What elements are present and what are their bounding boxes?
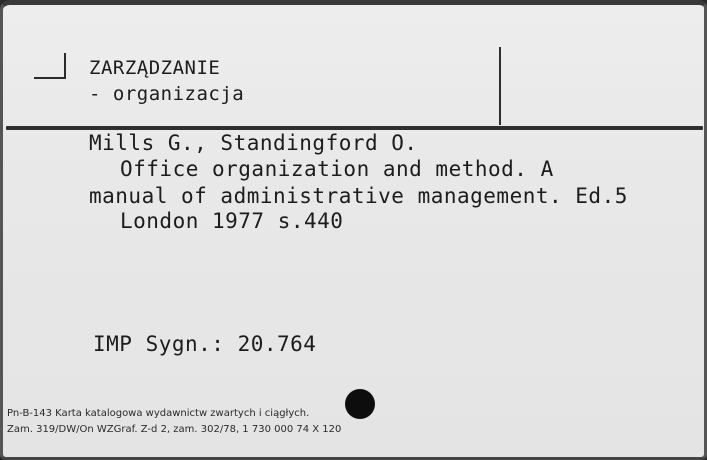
entry-title-line-1: Office organization and method. A <box>120 157 554 181</box>
subject-subheading: - organizacja <box>89 83 245 105</box>
vertical-rule <box>499 47 501 125</box>
entry-title-line-2: manual of administrative management. Ed.5 <box>89 184 628 208</box>
footer-form-line-2: Zam. 319/DW/On WZGraf. Z-d 2, zam. 302/78, 1 730 000 74 X 120 <box>7 424 342 435</box>
punch-hole <box>345 389 375 419</box>
subject-heading: ZARZĄDZANIE <box>89 57 221 79</box>
call-number: IMP Sygn.: 20.764 <box>93 332 317 356</box>
footer-form-line-1: Pn-B-143 Karta katalogowa wydawnictw zwartych i ciągłych. <box>7 408 310 419</box>
corner-bracket-mark <box>64 53 66 79</box>
entry-authors: Mills G., Standingford O. <box>89 131 418 155</box>
corner-bracket-underline <box>34 77 66 79</box>
entry-imprint: London 1977 s.440 <box>120 209 344 233</box>
horizontal-rule <box>6 126 703 130</box>
